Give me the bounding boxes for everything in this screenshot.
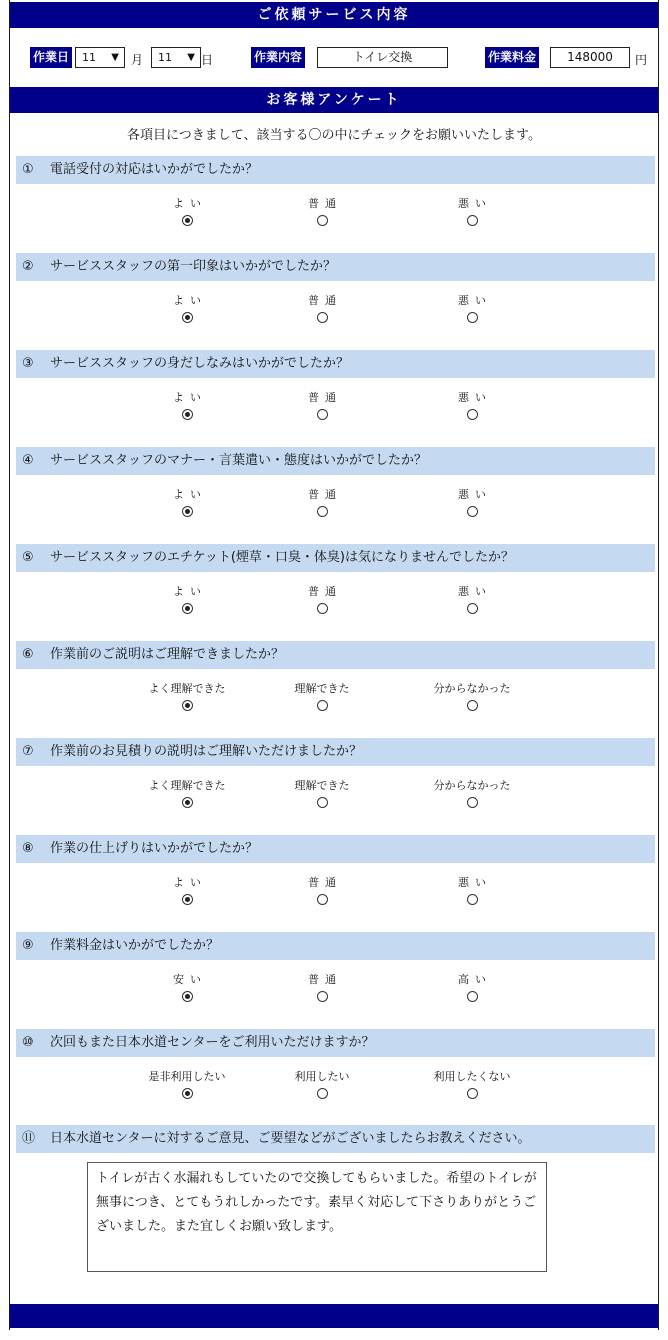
radio-option[interactable] bbox=[402, 1070, 542, 1099]
radio-option-label: よい bbox=[173, 197, 207, 210]
fee-label: 作業料金 bbox=[485, 47, 539, 68]
radio-checked-icon[interactable] bbox=[182, 797, 193, 808]
fee-field[interactable]: 148000 bbox=[550, 47, 630, 68]
question-number: ⑩ bbox=[22, 1035, 34, 1050]
radio-option-label: 普通 bbox=[308, 876, 342, 889]
radio-option[interactable] bbox=[402, 779, 542, 808]
radio-option-label: 普通 bbox=[308, 197, 342, 210]
radio-option-label: よい bbox=[173, 585, 207, 598]
radio-option[interactable] bbox=[252, 391, 392, 420]
radio-option-label: 普通 bbox=[308, 973, 342, 986]
month-unit: 月 bbox=[131, 53, 144, 67]
day-select[interactable] bbox=[151, 47, 201, 68]
radio-option[interactable] bbox=[117, 973, 257, 1002]
radio-option[interactable] bbox=[117, 585, 257, 614]
question-number: ⑧ bbox=[22, 841, 34, 856]
radio-option-label: 高い bbox=[458, 973, 492, 986]
question-number: ⑥ bbox=[22, 647, 34, 662]
question-header-4 bbox=[16, 447, 655, 475]
survey-section-header: お客様アンケート bbox=[10, 87, 658, 113]
radio-unchecked-icon[interactable] bbox=[317, 797, 328, 808]
comment-question-header bbox=[16, 1125, 655, 1153]
radio-option[interactable] bbox=[252, 585, 392, 614]
month-value: 11 bbox=[82, 51, 96, 64]
radio-option-label: よく理解できた bbox=[148, 682, 226, 695]
radio-option[interactable] bbox=[117, 779, 257, 808]
radio-option-label: 悪い bbox=[458, 391, 492, 404]
radio-unchecked-icon[interactable] bbox=[467, 603, 478, 614]
radio-unchecked-icon[interactable] bbox=[317, 700, 328, 711]
radio-option-label: 理解できた bbox=[294, 779, 350, 792]
radio-option-label: よく理解できた bbox=[148, 779, 226, 792]
radio-option[interactable] bbox=[252, 876, 392, 905]
radio-checked-icon[interactable] bbox=[182, 700, 193, 711]
radio-checked-icon[interactable] bbox=[182, 312, 193, 323]
radio-option[interactable] bbox=[117, 391, 257, 420]
radio-unchecked-icon[interactable] bbox=[467, 700, 478, 711]
work-content-field[interactable]: トイレ交換 bbox=[317, 47, 448, 68]
day-value: 11 bbox=[158, 51, 172, 64]
question-number: ② bbox=[22, 259, 34, 274]
radio-option[interactable] bbox=[402, 294, 542, 323]
question-text: 作業前のお見積りの説明はご理解いただけましたか？ bbox=[50, 744, 363, 759]
work-date-label: 作業日 bbox=[30, 47, 72, 68]
radio-option[interactable] bbox=[117, 876, 257, 905]
radio-option[interactable] bbox=[252, 973, 392, 1002]
question-text: サービススタッフのマナー・言葉遣い・態度はいかがでしたか？ bbox=[50, 453, 428, 468]
question-number: ① bbox=[22, 162, 34, 177]
radio-unchecked-icon[interactable] bbox=[467, 312, 478, 323]
radio-option-label: 悪い bbox=[458, 488, 492, 501]
radio-checked-icon[interactable] bbox=[182, 215, 193, 226]
dropdown-arrow-icon: ▼ bbox=[187, 52, 195, 63]
radio-option-label: 是非利用したい bbox=[148, 1070, 226, 1083]
radio-option[interactable] bbox=[402, 197, 542, 226]
question-text: 作業の仕上げりはいかがでしたか？ bbox=[50, 841, 259, 856]
survey-instructions: 各項目につきまして、該当する〇の中にチェックをお願いいたします。 bbox=[126, 128, 542, 143]
radio-option-label: 悪い bbox=[458, 876, 492, 889]
radio-option[interactable] bbox=[117, 197, 257, 226]
radio-option[interactable] bbox=[252, 779, 392, 808]
radio-unchecked-icon[interactable] bbox=[467, 506, 478, 517]
radio-checked-icon[interactable] bbox=[182, 603, 193, 614]
question-header-9 bbox=[16, 932, 655, 960]
question-header-7 bbox=[16, 738, 655, 766]
question-text: 作業料金はいかがでしたか？ bbox=[50, 938, 220, 953]
radio-option-label: 利用したい bbox=[294, 1070, 350, 1083]
radio-option[interactable] bbox=[252, 488, 392, 517]
question-number: ⑦ bbox=[22, 744, 34, 759]
month-select[interactable] bbox=[75, 47, 125, 68]
question-text: サービススタッフのエチケット(煙草・口臭・体臭)は気になりませんでしたか？ bbox=[50, 550, 514, 565]
question-number: ④ bbox=[22, 453, 34, 468]
radio-option-label: 普通 bbox=[308, 585, 342, 598]
radio-unchecked-icon[interactable] bbox=[317, 409, 328, 420]
radio-option[interactable] bbox=[402, 682, 542, 711]
radio-unchecked-icon[interactable] bbox=[467, 797, 478, 808]
radio-unchecked-icon[interactable] bbox=[467, 409, 478, 420]
radio-checked-icon[interactable] bbox=[182, 991, 193, 1002]
radio-option[interactable] bbox=[252, 197, 392, 226]
question-text: 作業前のご説明はご理解できましたか？ bbox=[50, 647, 285, 662]
radio-unchecked-icon[interactable] bbox=[317, 312, 328, 323]
radio-unchecked-icon[interactable] bbox=[467, 894, 478, 905]
radio-option-label: 普通 bbox=[308, 391, 342, 404]
day-unit: 日 bbox=[201, 53, 214, 67]
radio-option-label: 悪い bbox=[458, 294, 492, 307]
question-text: 電話受付の対応はいかがでしたか？ bbox=[50, 162, 259, 177]
radio-option-label: よい bbox=[173, 488, 207, 501]
radio-checked-icon[interactable] bbox=[182, 894, 193, 905]
radio-option-label: 理解できた bbox=[294, 682, 350, 695]
radio-option-label: よい bbox=[173, 876, 207, 889]
dropdown-arrow-icon: ▼ bbox=[111, 52, 119, 63]
question-header-2 bbox=[16, 253, 655, 281]
radio-option-label: 普通 bbox=[308, 294, 342, 307]
question-header-10 bbox=[16, 1029, 655, 1057]
question-text: サービススタッフの身だしなみはいかがでしたか？ bbox=[50, 356, 350, 371]
radio-option-label: よい bbox=[173, 391, 207, 404]
radio-unchecked-icon[interactable] bbox=[467, 991, 478, 1002]
radio-option[interactable] bbox=[117, 1070, 257, 1099]
radio-checked-icon[interactable] bbox=[182, 1088, 193, 1099]
radio-option-label: 普通 bbox=[308, 488, 342, 501]
radio-option-label: 悪い bbox=[458, 585, 492, 598]
radio-option[interactable] bbox=[252, 294, 392, 323]
radio-option[interactable] bbox=[402, 585, 542, 614]
question-number: ⑨ bbox=[22, 938, 34, 953]
radio-unchecked-icon[interactable] bbox=[467, 1088, 478, 1099]
radio-option[interactable] bbox=[117, 682, 257, 711]
radio-unchecked-icon[interactable] bbox=[317, 215, 328, 226]
radio-unchecked-icon[interactable] bbox=[317, 991, 328, 1002]
radio-option[interactable] bbox=[117, 294, 257, 323]
question-number: ③ bbox=[22, 356, 34, 371]
question-header-3 bbox=[16, 350, 655, 378]
question-text: 次回もまた日本水道センターをご利用いただけますか？ bbox=[50, 1035, 375, 1050]
question-header-5 bbox=[16, 544, 655, 572]
question-text: 日本水道センターに対するご意見、ご要望などがございましたらお教えください。 bbox=[50, 1131, 531, 1146]
radio-option[interactable] bbox=[252, 1070, 392, 1099]
question-header-8 bbox=[16, 835, 655, 863]
fee-unit: 円 bbox=[635, 53, 648, 67]
radio-option[interactable] bbox=[402, 391, 542, 420]
radio-unchecked-icon[interactable] bbox=[317, 603, 328, 614]
question-header-1 bbox=[16, 156, 655, 184]
question-header-6 bbox=[16, 641, 655, 669]
radio-option[interactable] bbox=[402, 876, 542, 905]
radio-unchecked-icon[interactable] bbox=[467, 215, 478, 226]
survey-form bbox=[9, 0, 659, 1330]
footer-bar bbox=[10, 1304, 658, 1328]
radio-option-label: 分からなかった bbox=[433, 779, 511, 792]
radio-option[interactable] bbox=[402, 973, 542, 1002]
question-text: サービススタッフの第一印象はいかがでしたか？ bbox=[50, 259, 337, 274]
radio-option-label: 悪い bbox=[458, 197, 492, 210]
comment-textarea[interactable]: トイレが古く水漏れもしていたので交換してもらいました。希望のトイレが無事につき、とてもうれしかったです。素早く対応して下さりありがとうございました。また宜しくお願い致します。 bbox=[87, 1162, 547, 1272]
radio-option-label: 分からなかった bbox=[433, 682, 511, 695]
radio-unchecked-icon[interactable] bbox=[317, 506, 328, 517]
work-content-label: 作業内容 bbox=[251, 47, 305, 68]
radio-checked-icon[interactable] bbox=[182, 409, 193, 420]
question-number: ⑪ bbox=[22, 1131, 36, 1146]
radio-option[interactable] bbox=[117, 488, 257, 517]
radio-option-label: よい bbox=[173, 294, 207, 307]
radio-option[interactable] bbox=[402, 488, 542, 517]
service-details-row bbox=[10, 46, 658, 70]
service-section-header: ご依頼サービス内容 bbox=[10, 2, 658, 28]
radio-unchecked-icon[interactable] bbox=[317, 1088, 328, 1099]
radio-unchecked-icon[interactable] bbox=[317, 894, 328, 905]
radio-option-label: 安い bbox=[173, 973, 207, 986]
radio-option-label: 利用したくない bbox=[433, 1070, 511, 1083]
question-number: ⑤ bbox=[22, 550, 34, 565]
radio-checked-icon[interactable] bbox=[182, 506, 193, 517]
radio-option[interactable] bbox=[252, 682, 392, 711]
